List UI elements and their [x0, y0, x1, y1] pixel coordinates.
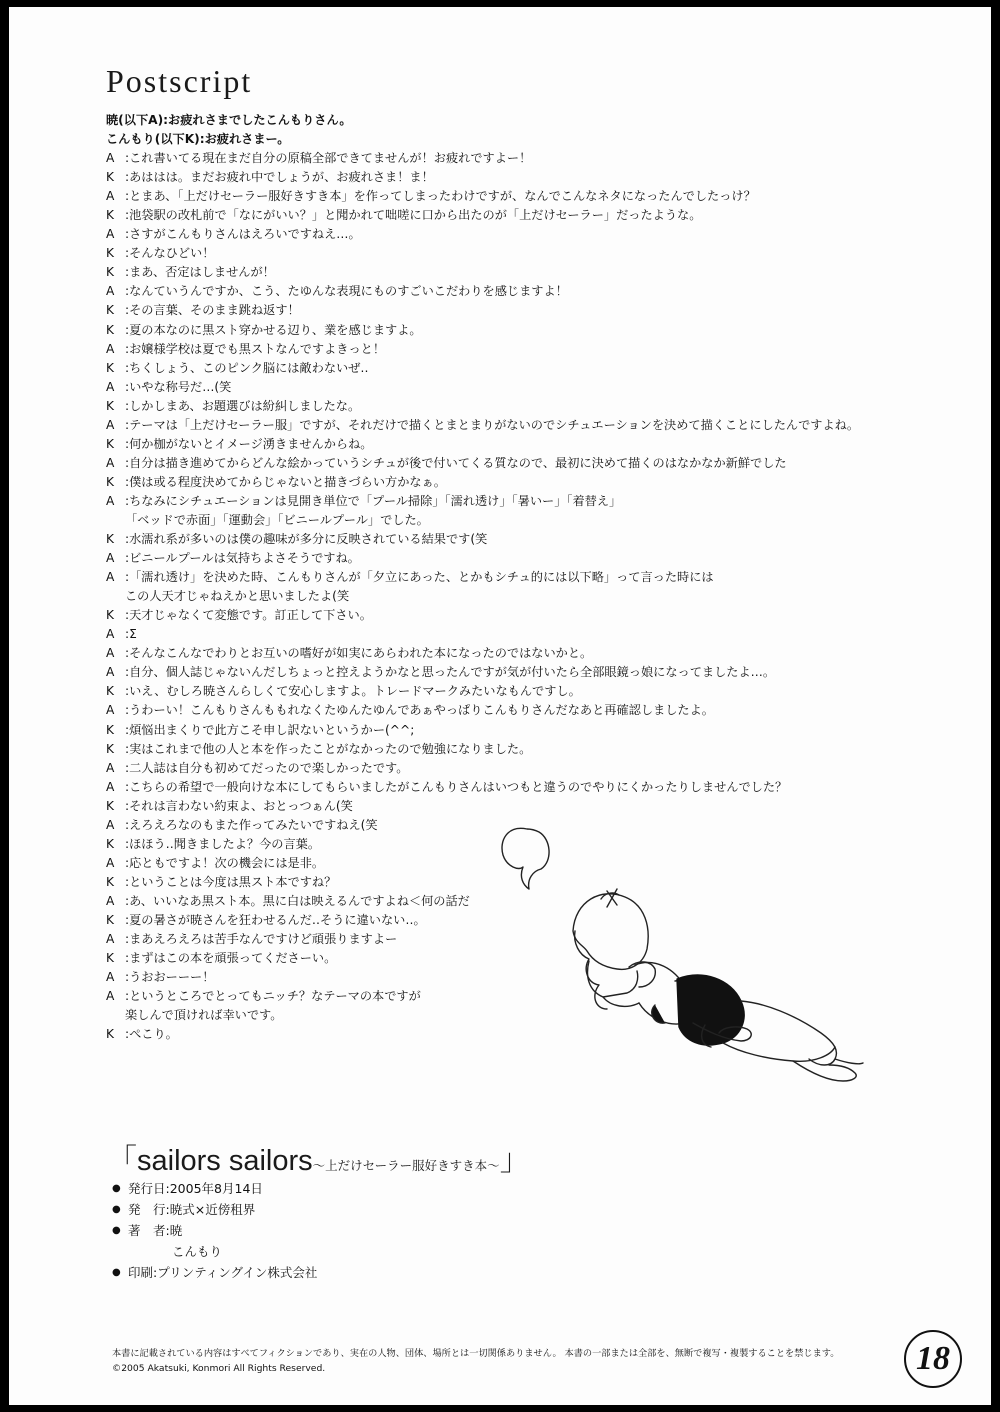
speaker: A: [106, 817, 115, 832]
line-text: :とまあ、「上だけセーラー服好きすき本」を作ってしまったわけですが、なんでこんなネタになったんでしたっけ？: [125, 189, 756, 204]
dialogue-line: [106, 244, 886, 263]
dialogue-line: [106, 644, 886, 663]
colophon-label: 発 行: [128, 1202, 166, 1217]
dialogue-line: [106, 225, 886, 244]
line-text: :僕は或る程度決めてからじゃないと描きづらい方かなぁ。: [125, 474, 446, 489]
speaker: A: [106, 417, 115, 432]
line-text: :いえ、むしろ暁さんらしくて安心しますよ。トレードマークみたいなもんですし。: [125, 684, 581, 699]
speaker: K: [106, 836, 114, 851]
speaker: A: [106, 379, 115, 394]
speaker: こんもり(以下K): [106, 132, 200, 147]
speaker: A: [106, 627, 115, 642]
line-text: :しかしまあ、お題選びは紛糾しましたな。: [125, 398, 361, 413]
dialogue-line: [106, 721, 886, 740]
line-text: :天才じゃなくて変態です。訂正して下さい。: [125, 608, 372, 623]
line-text: :うおおーーー！: [125, 970, 215, 985]
line-text: :こちらの希望で一般向けな本にしてもらいましたがこんもりさんはいつもと違うのでやりにくかったりしませんでした？: [125, 779, 788, 794]
speaker: K: [106, 912, 114, 927]
dialogue-line: [106, 606, 886, 625]
colophon-row: [112, 1220, 317, 1241]
line-text: :お疲れさまでしたこんもりさん。: [163, 113, 352, 127]
line-text: :応ともですよ！次の機会には是非。: [125, 855, 325, 870]
document-page: [9, 7, 991, 1405]
line-text: :その言葉、そのまま跳ね返す！: [125, 303, 300, 318]
bullet-icon: ●: [112, 1267, 121, 1278]
line-text: :というところでとってもニッチ？なテーマの本ですが: [125, 989, 421, 1004]
colophon-label: 発行日: [128, 1181, 166, 1196]
dialogue-line: [106, 778, 886, 797]
colophon-row: [112, 1178, 317, 1199]
dialogue-line: [106, 454, 886, 473]
colophon-row: [112, 1262, 317, 1283]
line-text: :二人誌は自分も初めてだったので楽しかったです。: [125, 760, 409, 775]
speaker: K: [106, 170, 114, 185]
dialogue-line: [106, 492, 886, 511]
colophon-row: [112, 1199, 317, 1220]
speaker: K: [106, 722, 114, 737]
speaker: K: [106, 684, 114, 699]
dialogue-line: [106, 435, 886, 454]
line-text: :これ書いてる現在まだ自分の原稿全部できてませんが！お疲れですよー！: [125, 151, 532, 166]
line-text: :ビニールプールは気持ちよさそうですね。: [125, 551, 360, 566]
dialogue-line: [106, 740, 886, 759]
line-text: :夏の本なのに黒スト穿かせる辺り、業を感じますよ。: [125, 322, 422, 337]
line-text: :自分は描き進めてからどんな絵かっていうシチュが後で付いてくる質なので、最初に決めて描くのはなかなか新鮮でした: [125, 455, 787, 470]
speaker: A: [106, 665, 115, 680]
girl-lying-illustration: [479, 819, 879, 1109]
line-text: :「濡れ透け」を決めた時、こんもりさんが「夕立にあった、とかもシチュ的には以下略」って言った時には: [125, 570, 714, 585]
dialogue-line: [106, 473, 886, 492]
dialogue-line: [106, 682, 886, 701]
speaker: A: [106, 551, 115, 566]
line-text: :そんなこんなでわりとお互いの嗜好が如実にあらわれた本になったのではないかと。: [125, 646, 593, 661]
speaker: A: [106, 779, 115, 794]
speaker: 暁(以下A): [106, 113, 164, 127]
line-text: :あ、いいなあ黒スト本。黒に白は映えるんですよね＜何の話だ: [125, 893, 470, 908]
bullet-icon: ●: [112, 1183, 121, 1194]
speaker: A: [106, 151, 115, 166]
line-text: :あははは。まだお疲れ中でしょうが、お疲れさま！ま！: [125, 170, 434, 185]
book-title-main: sailors sailors: [137, 1145, 313, 1177]
dialogue-line: [106, 663, 886, 682]
speaker: K: [106, 951, 114, 966]
line-text: :Σ: [125, 627, 137, 642]
page-number: 18: [904, 1330, 962, 1388]
speaker: A: [106, 570, 115, 585]
colophon-label: 著 者: [128, 1223, 166, 1238]
speaker: A: [106, 341, 115, 356]
line-text: :ちなみにシチュエーションは見開き単位で「プール掃除」「濡れ透け」「暑いー」「着替え」: [125, 493, 622, 508]
bullet-icon: [156, 1241, 172, 1262]
speaker: K: [106, 741, 114, 756]
dialogue-line: [106, 587, 886, 606]
speaker: K: [106, 398, 114, 413]
colophon-value: :暁: [165, 1223, 183, 1238]
line-text: :えろえろなのもまた作ってみたいですねえ(笑: [125, 817, 378, 832]
page-title: Postscript: [106, 63, 253, 99]
dialogue-line: [106, 416, 886, 435]
dialogue-line: [106, 759, 886, 778]
speaker: A: [106, 760, 115, 775]
line-text: :実はこれまで他の人と本を作ったことがなかったので勉強になりました。: [125, 741, 532, 756]
speaker: K: [106, 360, 114, 375]
book-subtitle: ～上だけセーラー服好きすき本～: [312, 1159, 500, 1173]
line-text: :ほほう‥聞きましたよ？今の言葉。: [125, 836, 321, 851]
line-text: :テーマは「上だけセーラー服」ですが、それだけで描くとまとまりがないのでシチュエーションを決めて描くことにしたんですよね。: [125, 417, 860, 432]
line-text: :夏の暑さが暁さんを狂わせるんだ‥そうに違いない‥。: [125, 912, 426, 927]
line-text: この人天才じゃねえかと思いましたよ(笑: [125, 589, 350, 604]
colophon-label: 印刷: [128, 1265, 154, 1280]
bullet-icon: ●: [112, 1225, 121, 1236]
speaker: A: [106, 932, 115, 947]
speaker: K: [106, 474, 114, 489]
speaker: K: [106, 798, 114, 813]
speaker: K: [106, 532, 114, 547]
speaker: A: [106, 855, 115, 870]
speaker: K: [106, 265, 114, 280]
speaker: K: [106, 246, 114, 261]
line-text: 楽しんで頂ければ幸いです。: [125, 1008, 283, 1023]
dialogue-line: [106, 625, 886, 644]
bullet-icon: ●: [112, 1204, 121, 1215]
speaker: K: [106, 1027, 114, 1042]
line-text: :なんていうんですか、こう、たゆんな表現にものすごいこだわりを感じますよ！: [125, 284, 568, 299]
colophon-value: :2005年8月14日: [165, 1181, 263, 1196]
disclaimer: 本書に記載されている内容はすべてフィクションであり、実在の人物、団体、場所とは一切関係ありません。 本書の一部または全部を、無断で複写・複製することを禁じます。: [112, 1348, 840, 1359]
colophon-row: [112, 1241, 317, 1262]
dialogue-line: [106, 359, 886, 378]
dialogue-line: [106, 263, 886, 282]
line-text: :お嬢様学校は夏でも黒ストなんですよきっと！: [125, 341, 386, 356]
speaker: A: [106, 703, 115, 718]
line-text: :いやな称号だ…(笑: [125, 379, 232, 394]
colophon-value: :暁式×近傍租界: [165, 1202, 256, 1217]
line-text: :まあ、否定はしませんが！: [125, 265, 275, 280]
dialogue-line: [106, 111, 886, 130]
dialogue-line: [106, 282, 886, 301]
dialogue-line: [106, 168, 886, 187]
footer: [112, 1346, 839, 1376]
dialogue-line: [106, 530, 886, 549]
line-text: :煩悩出まくりで此方こそ申し訳ないというかー(^^;: [125, 722, 415, 737]
dialogue-line: [106, 511, 886, 530]
line-text: :池袋駅の改札前で「なにがいい？」と聞かれて咄嗟に口から出たのが「上だけセーラー」だったような。: [125, 208, 702, 223]
line-text: :お疲れさまー。: [199, 132, 290, 147]
colophon-value: :プリンティングイン株式会社: [153, 1265, 318, 1280]
line-text: :それは言わない約束よ、おとっつぁん(笑: [125, 798, 353, 813]
dialogue-line: [106, 130, 886, 149]
line-text: :ということは今度は黒スト本ですね？: [125, 874, 337, 889]
line-text: 「ベッドで赤面」「運動会」「ビニールプール」でした。: [125, 512, 429, 527]
dialogue-line: [106, 301, 886, 320]
speaker: K: [106, 874, 114, 889]
dialogue-line: [106, 701, 886, 720]
line-text: :まあえろえろは苦手なんですけど頑張りますよー: [125, 932, 398, 947]
copyright: ©2005 Akatsuki, Konmori All Rights Reserved.: [112, 1363, 326, 1374]
dialogue-line: [106, 321, 886, 340]
dialogue-line: [106, 797, 886, 816]
speaker: A: [106, 493, 115, 508]
line-text: :うわーい！こんもりさんももれなくたゆんたゆんであぁやっぱりこんもりさんだなあと再確認しましたよ。: [125, 703, 714, 718]
dialogue-line: [106, 378, 886, 397]
book-title: [107, 1135, 530, 1179]
dialogue-line: [106, 568, 886, 587]
bracket-close: 」: [499, 1144, 530, 1177]
line-text: :まずはこの本を頑張ってくださーい。: [125, 951, 337, 966]
dialogue-line: [106, 340, 886, 359]
line-text: :水濡れ系が多いのは僕の趣味が多分に反映されている結果です(笑: [125, 532, 488, 547]
dialogue-line: [106, 206, 886, 225]
line-text: :自分、個人誌じゃないんだしちょっと控えようかなと思ったんですが気が付いたら全部眼鏡っ娘になってましたよ…。: [125, 665, 776, 680]
speaker: K: [106, 208, 114, 223]
speaker: A: [106, 646, 115, 661]
line-text: :ちくしょう、このピンク脳には敵わないぜ‥: [125, 360, 369, 375]
line-text: :ぺこり。: [125, 1027, 178, 1042]
speaker: K: [106, 608, 114, 623]
speaker: A: [106, 284, 115, 299]
speaker: A: [106, 227, 115, 242]
speaker: A: [106, 893, 115, 908]
dialogue-line: [106, 549, 886, 568]
bracket-open: 「: [107, 1144, 137, 1177]
speaker: A: [106, 989, 115, 1004]
line-text: :さすがこんもりさんはえろいですねえ…。: [125, 227, 361, 242]
speaker: A: [106, 970, 115, 985]
speaker: K: [106, 322, 114, 337]
colophon: [112, 1178, 317, 1283]
dialogue-line: [106, 187, 886, 206]
speaker: A: [106, 455, 115, 470]
colophon-value: こんもり: [172, 1244, 223, 1259]
speaker: K: [106, 436, 114, 451]
speaker: A: [106, 189, 115, 204]
line-text: :何か枷がないとイメージ湧きませんからね。: [125, 436, 373, 451]
dialogue-line: [106, 397, 886, 416]
line-text: :そんなひどい！: [125, 246, 215, 261]
speaker: K: [106, 303, 114, 318]
dialogue-line: [106, 149, 886, 168]
